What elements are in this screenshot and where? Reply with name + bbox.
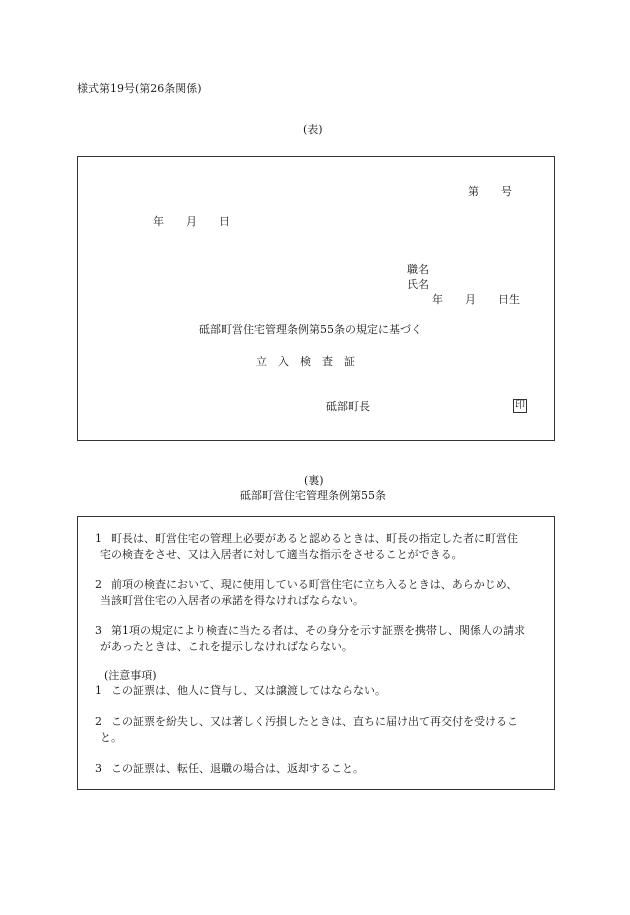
note-text: この証票は、他人に貸与し、又は譲渡してはならない。 [111, 684, 386, 697]
article-item [95, 623, 553, 655]
note-number: 1 [95, 684, 102, 697]
notes-heading: (注意事項) [104, 669, 157, 682]
position-label: 職名 [407, 263, 429, 276]
article-text: 前項の検査において、現に使用している町営住宅に立ち入るときは、あらかじめ、 [111, 578, 518, 591]
article-text-continued: があったときは、これを提示しなければならない。 [100, 640, 353, 653]
note-text: この証票を紛失し、又は著しく汚損したときは、直ちに届け出て再交付を受けるこ [111, 715, 518, 728]
article-text: 町長は、町営住宅の管理上必要があると認めるときは、町長の指定した者に町営住 [111, 532, 518, 545]
note-number: 2 [95, 715, 102, 728]
note-item [95, 714, 553, 746]
seal-stamp: 印 [515, 400, 525, 411]
note-number: 3 [95, 762, 102, 775]
article-text-continued: 当該町営住宅の入居者の承諾を得なければならない。 [100, 594, 364, 607]
legal-basis-text: 砥部町営住宅管理条例第55条の規定に基づく [199, 323, 422, 336]
certificate-title: 立 入 検 査 証 [256, 355, 355, 368]
article-text: 第1項の規定により検査に当たる者は、その身分を示す証票を携帯し、関係人の請求 [111, 624, 525, 637]
note-text: この証票は、転任、退職の場合は、返却すること。 [111, 762, 364, 775]
form-number-label: 様式第19号(第26条関係) [77, 82, 202, 95]
back-heading: (裏) [304, 474, 324, 487]
birth-date-label: 年 月 日生 [432, 293, 520, 306]
article-number: 2 [95, 578, 102, 591]
issue-date-label: 年 月 日 [153, 215, 230, 228]
name-label: 氏名 [407, 278, 429, 291]
front-heading: (表) [303, 123, 323, 136]
article-number: 1 [95, 532, 102, 545]
note-text-continued: と。 [100, 731, 122, 744]
article-item [95, 577, 553, 609]
issuer-label: 砥部町長 [326, 400, 370, 413]
article-number: 3 [95, 624, 102, 637]
article-item [95, 531, 553, 563]
article-text-continued: 宅の検査をさせ、又は入居者に対して適当な指示をさせることができる。 [100, 548, 463, 561]
note-item [95, 683, 553, 699]
certificate-number-label: 第 号 [468, 185, 512, 198]
back-subheading: 砥部町営住宅管理条例第55条 [240, 489, 386, 502]
note-item [95, 761, 553, 777]
